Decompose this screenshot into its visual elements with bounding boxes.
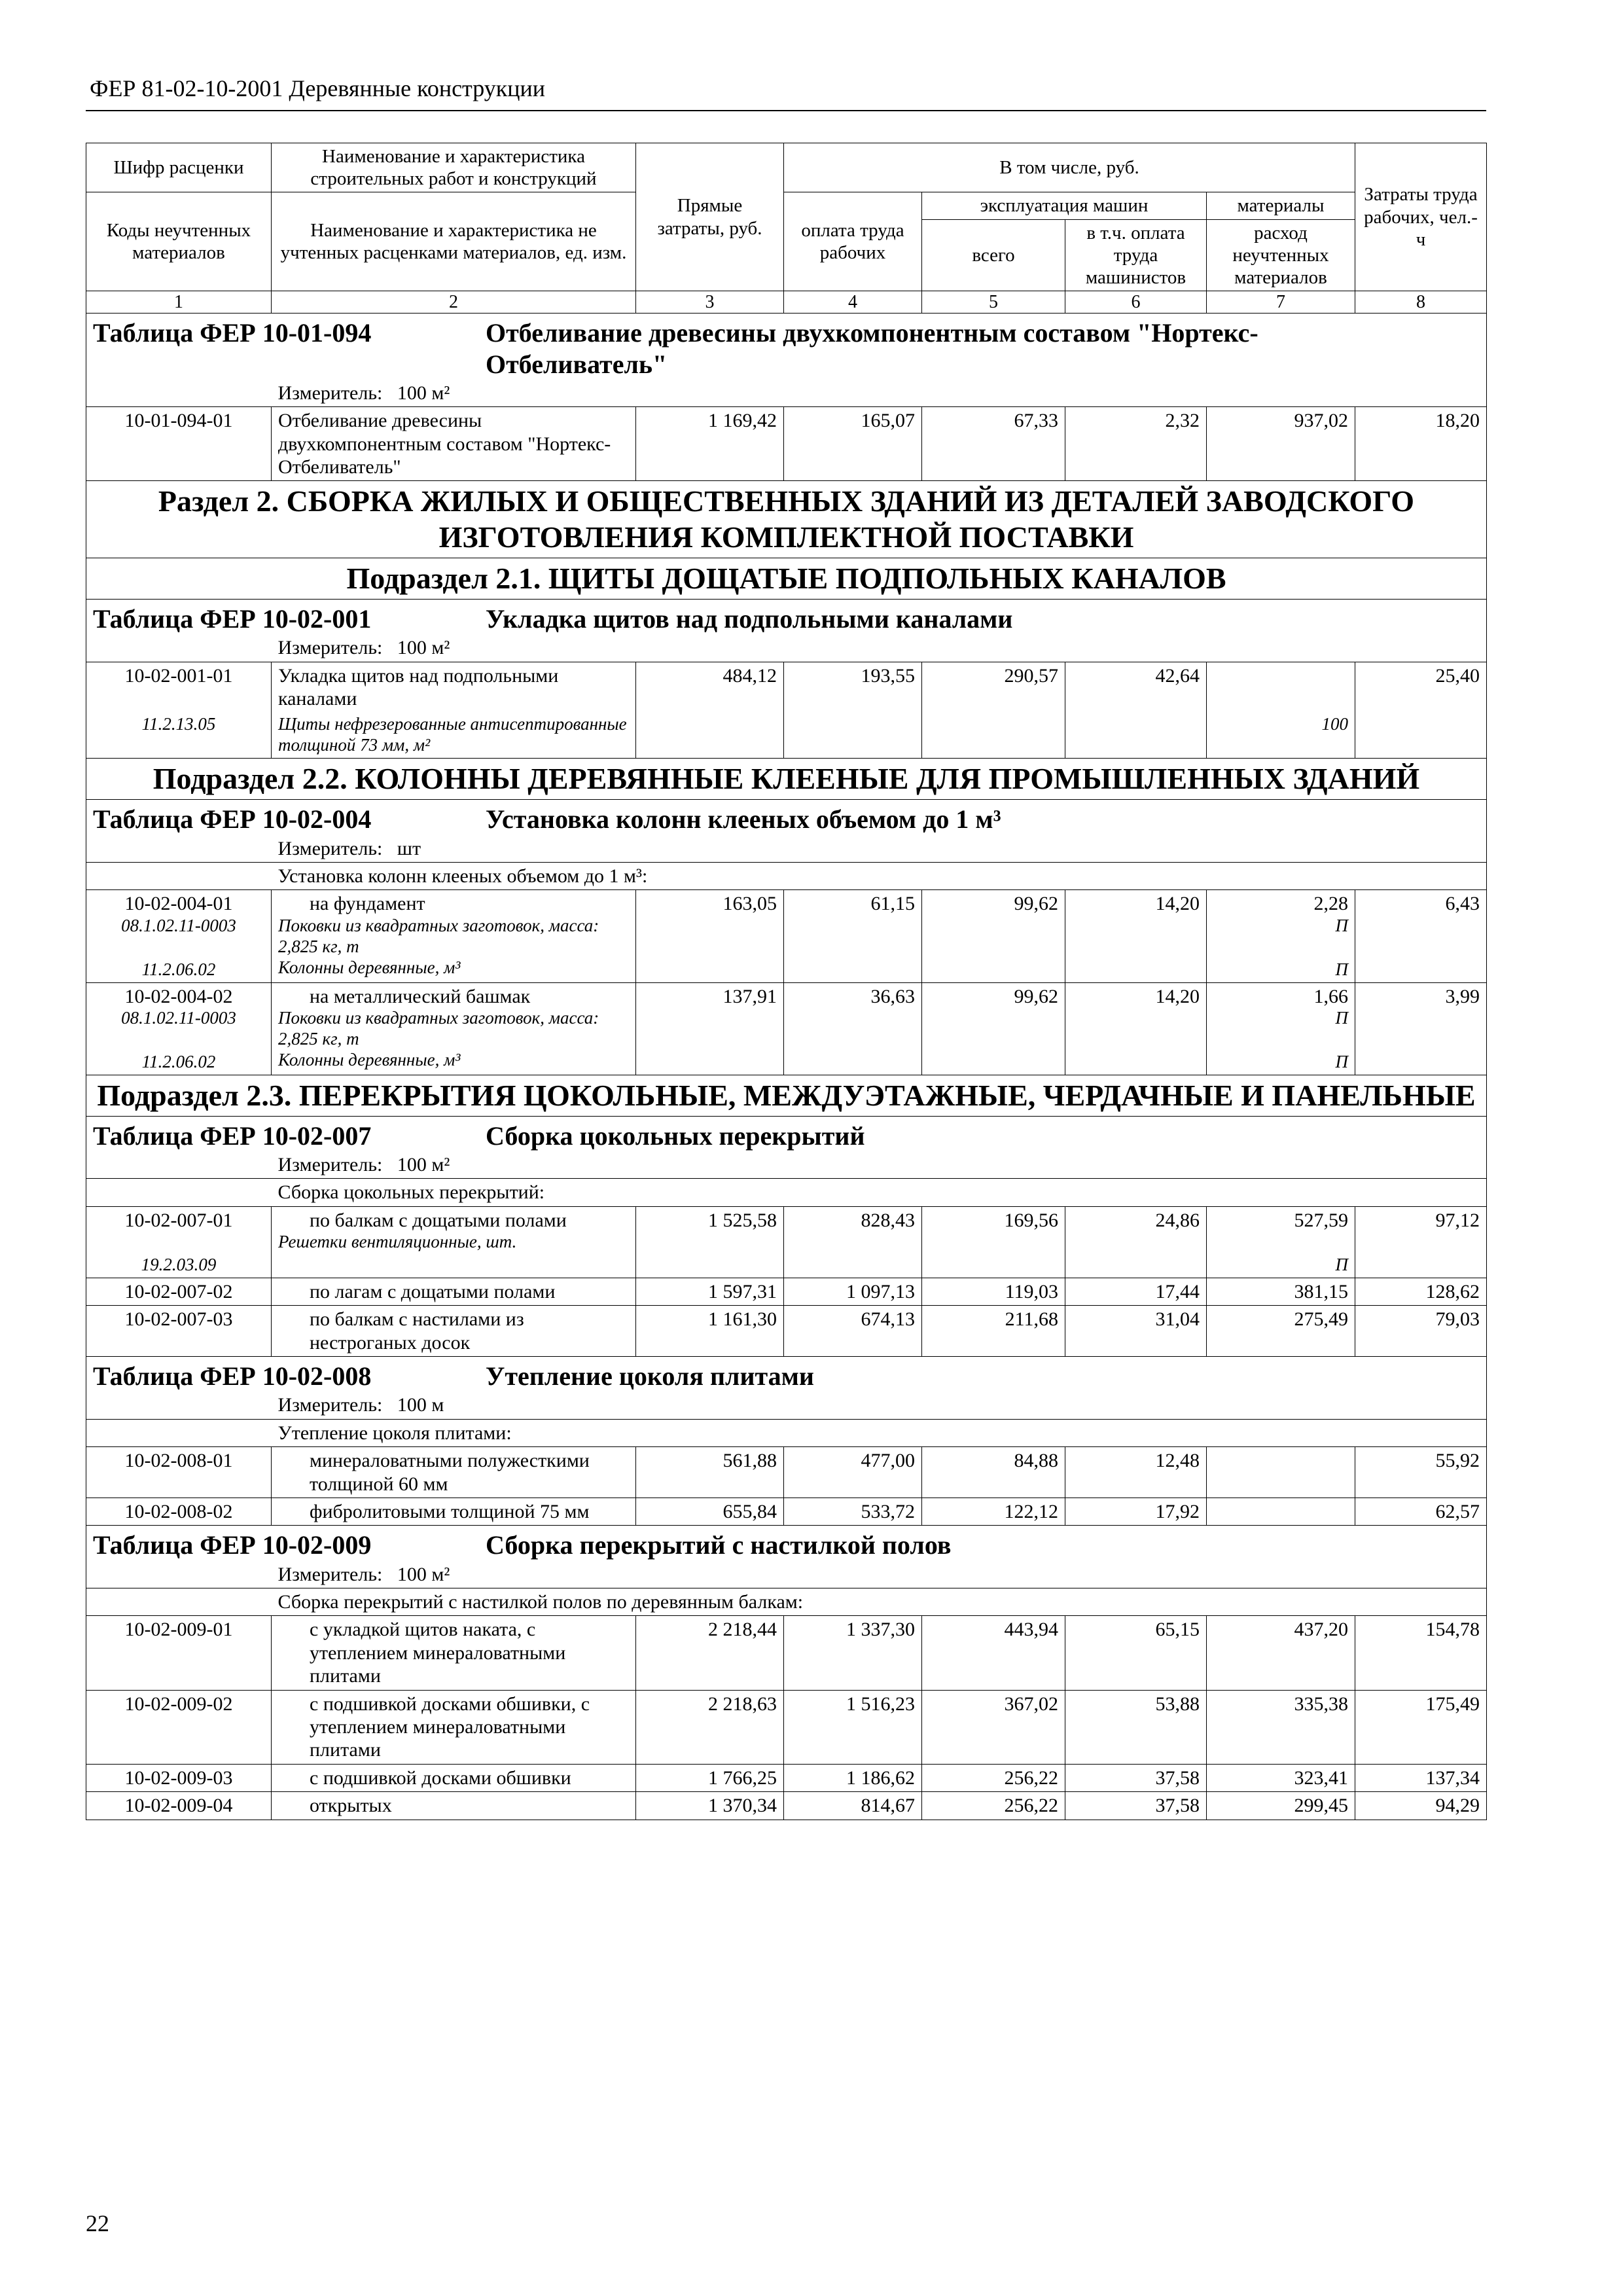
header-mach-wage: в т.ч. оплата труда машинистов bbox=[1065, 219, 1207, 291]
labor-cost: 3,99 bbox=[1355, 982, 1487, 1075]
labor-cost: 55,92 bbox=[1355, 1447, 1487, 1498]
running-head: ФЕР 81-02-10-2001 Деревянные конструкции bbox=[86, 72, 1486, 111]
table-row bbox=[86, 1206, 1487, 1278]
machine-cost: 67,33 bbox=[922, 407, 1065, 481]
rate-name: по лагам с дощатыми полами bbox=[310, 1281, 556, 1303]
meter-row bbox=[86, 1561, 1487, 1588]
rates-table bbox=[86, 143, 1487, 1820]
wage-cost: 828,43 bbox=[784, 1206, 922, 1278]
wage-cost: 1 097,13 bbox=[784, 1278, 922, 1306]
machine-cost: 122,12 bbox=[922, 1498, 1065, 1526]
page-number: 22 bbox=[86, 2210, 109, 2236]
direct-cost: 2 218,44 bbox=[636, 1616, 784, 1690]
table-name: Сборка цокольных перекрытий bbox=[486, 1121, 865, 1151]
machine-wage: 2,32 bbox=[1065, 407, 1207, 481]
machine-wage: 12,48 bbox=[1065, 1447, 1207, 1498]
table-row bbox=[86, 1616, 1487, 1690]
material-qty: П bbox=[1335, 1007, 1348, 1028]
material-code: 11.2.06.02 bbox=[141, 1051, 216, 1071]
wage-cost: 165,07 bbox=[784, 407, 922, 481]
group-row bbox=[86, 1588, 1487, 1615]
col-num: 1 bbox=[86, 291, 272, 314]
table-row bbox=[86, 1764, 1487, 1791]
direct-cost: 2 218,63 bbox=[636, 1690, 784, 1764]
group-row bbox=[86, 863, 1487, 890]
meter-unit: 100 м bbox=[397, 1394, 444, 1416]
wage-cost: 1 337,30 bbox=[784, 1616, 922, 1690]
rate-code: 10-02-007-02 bbox=[86, 1278, 272, 1306]
header-labor: Затраты труда рабочих, чел.-ч bbox=[1355, 143, 1487, 291]
header-materials: материалы bbox=[1207, 192, 1355, 219]
rate-name: с подшивкой досками обшивки, с утеплением минераловатными плитами bbox=[310, 1693, 590, 1761]
labor-cost: 154,78 bbox=[1355, 1616, 1487, 1690]
material-cost: 299,45 bbox=[1207, 1792, 1355, 1820]
table-row bbox=[86, 890, 1487, 982]
table-title-row bbox=[86, 1116, 1487, 1151]
table-title-row bbox=[86, 314, 1487, 380]
direct-cost: 1 597,31 bbox=[636, 1278, 784, 1306]
rate-name: открытых bbox=[310, 1795, 392, 1817]
table-name: Укладка щитов над подпольными каналами bbox=[486, 604, 1013, 634]
page bbox=[86, 72, 1486, 1820]
material-cost: 937,02 bbox=[1207, 407, 1355, 481]
material-name: Щиты нефрезерованные антисептированные толщиной 73 мм, м² bbox=[272, 712, 636, 758]
meter-row bbox=[86, 835, 1487, 863]
rate-name: с подшивкой досками обшивки bbox=[310, 1767, 571, 1789]
machine-cost: 443,94 bbox=[922, 1616, 1065, 1690]
material-cost: 437,20 bbox=[1207, 1616, 1355, 1690]
col-num: 8 bbox=[1355, 291, 1487, 314]
meter-label: Измеритель: bbox=[277, 1394, 383, 1416]
labor-cost: 79,03 bbox=[1355, 1306, 1487, 1357]
machine-wage: 53,88 bbox=[1065, 1690, 1207, 1764]
meter-label: Измеритель: bbox=[277, 1154, 383, 1176]
col-num: 6 bbox=[1065, 291, 1207, 314]
direct-cost: 484,12 bbox=[636, 662, 784, 712]
rate-name: на фундамент bbox=[310, 893, 425, 915]
machine-wage: 17,92 bbox=[1065, 1498, 1207, 1526]
machine-cost: 367,02 bbox=[922, 1690, 1065, 1764]
meter-label: Измеритель: bbox=[277, 1563, 383, 1585]
rate-name: по балкам с настилами из нестроганых досок bbox=[310, 1308, 524, 1354]
material-cost: 1,66 bbox=[1313, 985, 1348, 1007]
meter-label: Измеритель: bbox=[277, 837, 383, 859]
material-qty: П bbox=[1335, 1255, 1348, 1275]
group-title: Сборка перекрытий с настилкой полов по деревянным балкам: bbox=[272, 1588, 1487, 1615]
subsection-title: Подраздел 2.2. КОЛОННЫ ДЕРЕВЯННЫЕ КЛЕЕНЫЕ ДЛЯ ПРОМЫШЛЕННЫХ ЗДАНИЙ bbox=[86, 759, 1487, 800]
material-cost: 275,49 bbox=[1207, 1306, 1355, 1357]
material-code: 11.2.13.05 bbox=[86, 712, 272, 758]
table-row bbox=[86, 1306, 1487, 1357]
rate-code: 10-02-004-02 bbox=[124, 985, 233, 1007]
wage-cost: 61,15 bbox=[784, 890, 922, 982]
table-name: Установка колонн клееных объемом до 1 м³ bbox=[486, 804, 1001, 834]
table-number: Таблица ФЕР 10-01-094 bbox=[93, 318, 372, 348]
subsection-title: Подраздел 2.1. ЩИТЫ ДОЩАТЫЕ ПОДПОЛЬНЫХ КАНАЛОВ bbox=[86, 558, 1487, 599]
rate-code: 10-02-009-02 bbox=[86, 1690, 272, 1764]
rate-code: 10-02-009-04 bbox=[86, 1792, 272, 1820]
wage-cost: 533,72 bbox=[784, 1498, 922, 1526]
rate-code: 10-02-007-03 bbox=[86, 1306, 272, 1357]
machine-cost: 119,03 bbox=[922, 1278, 1065, 1306]
material-cost: 527,59 bbox=[1294, 1209, 1348, 1231]
labor-cost: 6,43 bbox=[1355, 890, 1487, 982]
table-row bbox=[86, 1792, 1487, 1820]
table-title-row bbox=[86, 600, 1487, 635]
machine-wage: 42,64 bbox=[1065, 662, 1207, 712]
subsection-row bbox=[86, 558, 1487, 599]
rate-name: Отбеливание древесины двухкомпонентным составом "Нортекс-Отбеливатель" bbox=[272, 407, 636, 481]
machine-cost: 290,57 bbox=[922, 662, 1065, 712]
machine-cost: 211,68 bbox=[922, 1306, 1065, 1357]
wage-cost: 1 516,23 bbox=[784, 1690, 922, 1764]
header-row bbox=[86, 143, 1487, 192]
col-num: 5 bbox=[922, 291, 1065, 314]
meter-unit: шт bbox=[397, 837, 421, 859]
direct-cost: 1 161,30 bbox=[636, 1306, 784, 1357]
meter-label: Измеритель: bbox=[277, 637, 383, 659]
material-name: Поковки из квадратных заготовок, масса: 2,825 кг, т bbox=[278, 915, 599, 956]
table-title-row bbox=[86, 1526, 1487, 1561]
header-name-bottom: Наименование и характеристика не учтенных расценками материалов, ед. изм. bbox=[272, 192, 636, 291]
group-title: Установка колонн клееных объемом до 1 м³: bbox=[272, 863, 1487, 890]
rate-name: с укладкой щитов наката, с утеплением минераловатными плитами bbox=[310, 1619, 566, 1687]
labor-cost: 62,57 bbox=[1355, 1498, 1487, 1526]
labor-cost: 175,49 bbox=[1355, 1690, 1487, 1764]
meter-row bbox=[86, 1391, 1487, 1419]
group-title: Утепление цоколя плитами: bbox=[272, 1419, 1487, 1446]
machine-cost: 256,22 bbox=[922, 1792, 1065, 1820]
labor-cost: 18,20 bbox=[1355, 407, 1487, 481]
material-cost: 2,28 bbox=[1313, 893, 1348, 915]
machine-wage: 37,58 bbox=[1065, 1792, 1207, 1820]
direct-cost: 137,91 bbox=[636, 982, 784, 1075]
header-row bbox=[86, 192, 1487, 219]
table-row bbox=[86, 1447, 1487, 1498]
header-mach-total: всего bbox=[922, 219, 1065, 291]
table-row bbox=[86, 1278, 1487, 1306]
material-code: 08.1.02.11-0003 bbox=[121, 1007, 236, 1028]
material-qty: П bbox=[1335, 959, 1348, 979]
col-num: 7 bbox=[1207, 291, 1355, 314]
table-name: Утепление цоколя плитами bbox=[486, 1361, 814, 1391]
wage-cost: 1 186,62 bbox=[784, 1764, 922, 1791]
header-code-bottom: Коды неучтенных материалов bbox=[86, 192, 272, 291]
header-direct bbox=[636, 143, 784, 291]
meter-unit: 100 м² bbox=[397, 382, 450, 404]
col-num: 2 bbox=[272, 291, 636, 314]
direct-cost: 163,05 bbox=[636, 890, 784, 982]
header-direct-label: Прямые затраты, руб. bbox=[657, 195, 762, 239]
machine-cost: 99,62 bbox=[922, 982, 1065, 1075]
table-row bbox=[86, 1498, 1487, 1526]
meter-unit: 100 м² bbox=[397, 1154, 450, 1176]
rate-code: 10-02-004-01 bbox=[124, 893, 233, 915]
group-row bbox=[86, 1419, 1487, 1446]
group-title: Сборка цокольных перекрытий: bbox=[272, 1179, 1487, 1206]
labor-cost: 97,12 bbox=[1355, 1206, 1487, 1278]
section-row bbox=[86, 481, 1487, 558]
table-name: Сборка перекрытий с настилкой полов bbox=[486, 1530, 952, 1560]
header-name-top: Наименование и характеристика строительных работ и конструкций bbox=[272, 143, 636, 192]
header-wage: оплата труда рабочих bbox=[784, 192, 922, 291]
table-number: Таблица ФЕР 10-02-001 bbox=[93, 604, 372, 634]
direct-cost: 561,88 bbox=[636, 1447, 784, 1498]
material-qty: 100 bbox=[1207, 712, 1355, 758]
meter-row bbox=[86, 1151, 1487, 1179]
wage-cost: 193,55 bbox=[784, 662, 922, 712]
direct-cost: 1 766,25 bbox=[636, 1764, 784, 1791]
rate-code: 10-02-008-02 bbox=[86, 1498, 272, 1526]
material-name: Решетки вентиляционные, шт. bbox=[278, 1232, 517, 1252]
material-row bbox=[86, 712, 1487, 758]
meter-unit: 100 м² bbox=[397, 1563, 450, 1585]
rate-name: фибролитовыми толщиной 75 мм bbox=[310, 1501, 590, 1523]
rate-code: 10-02-001-01 bbox=[86, 662, 272, 712]
wage-cost: 477,00 bbox=[784, 1447, 922, 1498]
rate-name: на металлический башмак bbox=[310, 985, 531, 1007]
material-qty: П bbox=[1335, 915, 1348, 935]
subsection-title: Подраздел 2.3. ПЕРЕКРЫТИЯ ЦОКОЛЬНЫЕ, МЕЖДУЭТАЖНЫЕ, ЧЕРДАЧНЫЕ И ПАНЕЛЬНЫЕ bbox=[86, 1075, 1487, 1116]
material-cost: 335,38 bbox=[1207, 1690, 1355, 1764]
material-code: 19.2.03.09 bbox=[141, 1255, 217, 1275]
machine-wage: 31,04 bbox=[1065, 1306, 1207, 1357]
meter-unit: 100 м² bbox=[397, 637, 450, 659]
meter-row bbox=[86, 634, 1487, 662]
machine-wage: 17,44 bbox=[1065, 1278, 1207, 1306]
rate-code: 10-01-094-01 bbox=[86, 407, 272, 481]
rate-name: по балкам с дощатыми полами bbox=[310, 1209, 567, 1231]
machine-cost: 84,88 bbox=[922, 1447, 1065, 1498]
material-code: 08.1.02.11-0003 bbox=[121, 915, 236, 935]
wage-cost: 36,63 bbox=[784, 982, 922, 1075]
material-cost: 381,15 bbox=[1207, 1278, 1355, 1306]
machine-cost: 99,62 bbox=[922, 890, 1065, 982]
machine-wage: 14,20 bbox=[1065, 890, 1207, 982]
machine-cost: 169,56 bbox=[922, 1206, 1065, 1278]
wage-cost: 674,13 bbox=[784, 1306, 922, 1357]
material-cost bbox=[1207, 1498, 1355, 1526]
group-row bbox=[86, 1179, 1487, 1206]
labor-cost: 25,40 bbox=[1355, 662, 1487, 712]
col-num: 3 bbox=[636, 291, 784, 314]
table-number: Таблица ФЕР 10-02-007 bbox=[93, 1121, 372, 1151]
machine-wage: 24,86 bbox=[1065, 1206, 1207, 1278]
direct-cost: 1 370,34 bbox=[636, 1792, 784, 1820]
labor-cost: 94,29 bbox=[1355, 1792, 1487, 1820]
labor-cost: 137,34 bbox=[1355, 1764, 1487, 1791]
table-row bbox=[86, 982, 1487, 1075]
header-incl: В том числе, руб. bbox=[784, 143, 1355, 192]
machine-wage: 14,20 bbox=[1065, 982, 1207, 1075]
rate-code: 10-02-009-01 bbox=[86, 1616, 272, 1690]
table-row bbox=[86, 1690, 1487, 1764]
table-number: Таблица ФЕР 10-02-004 bbox=[93, 804, 372, 834]
machine-wage: 37,58 bbox=[1065, 1764, 1207, 1791]
direct-cost: 1 525,58 bbox=[636, 1206, 784, 1278]
table-number: Таблица ФЕР 10-02-009 bbox=[93, 1530, 372, 1560]
rate-code: 10-02-008-01 bbox=[86, 1447, 272, 1498]
direct-cost: 655,84 bbox=[636, 1498, 784, 1526]
header-machines: эксплуатация машин bbox=[922, 192, 1207, 219]
col-num: 4 bbox=[784, 291, 922, 314]
material-cost: 323,41 bbox=[1207, 1764, 1355, 1791]
meter-row bbox=[86, 380, 1487, 407]
section-title: Раздел 2. СБОРКА ЖИЛЫХ И ОБЩЕСТВЕННЫХ ЗДАНИЙ ИЗ ДЕТАЛЕЙ ЗАВОДСКОГО ИЗГОТОВЛЕНИЯ КОМПЛЕКТНОЙ ПОСТАВКИ bbox=[86, 481, 1487, 558]
material-name: Колонны деревянные, м³ bbox=[278, 957, 461, 977]
meter-label: Измеритель: bbox=[277, 382, 383, 404]
table-name: Отбеливание древесины двухкомпонентным составом "Нортекс-Отбеливатель" bbox=[486, 318, 1258, 379]
wage-cost: 814,67 bbox=[784, 1792, 922, 1820]
rate-code: 10-02-007-01 bbox=[124, 1209, 233, 1231]
material-cost bbox=[1207, 1447, 1355, 1498]
machine-cost: 256,22 bbox=[922, 1764, 1065, 1791]
material-qty: П bbox=[1335, 1051, 1348, 1071]
table-row bbox=[86, 407, 1487, 481]
column-numbers-row bbox=[86, 291, 1487, 314]
rate-code: 10-02-009-03 bbox=[86, 1764, 272, 1791]
table-row bbox=[86, 662, 1487, 712]
subsection-row bbox=[86, 759, 1487, 800]
rate-name: минераловатными полужесткими толщиной 60 мм bbox=[310, 1450, 590, 1495]
rate-name: Укладка щитов над подпольными каналами bbox=[272, 662, 636, 712]
table-title-row bbox=[86, 1357, 1487, 1392]
subsection-row bbox=[86, 1075, 1487, 1116]
labor-cost: 128,62 bbox=[1355, 1278, 1487, 1306]
table-title-row bbox=[86, 800, 1487, 835]
machine-wage: 65,15 bbox=[1065, 1616, 1207, 1690]
material-name: Поковки из квадратных заготовок, масса: 2,825 кг, т bbox=[278, 1007, 599, 1049]
table-number: Таблица ФЕР 10-02-008 bbox=[93, 1361, 372, 1391]
header-mat-usage: расход неучтенных материалов bbox=[1207, 219, 1355, 291]
header-code-top: Шифр расценки bbox=[86, 143, 272, 192]
material-code: 11.2.06.02 bbox=[141, 959, 216, 979]
material-name: Колонны деревянные, м³ bbox=[278, 1049, 461, 1069]
direct-cost: 1 169,42 bbox=[636, 407, 784, 481]
